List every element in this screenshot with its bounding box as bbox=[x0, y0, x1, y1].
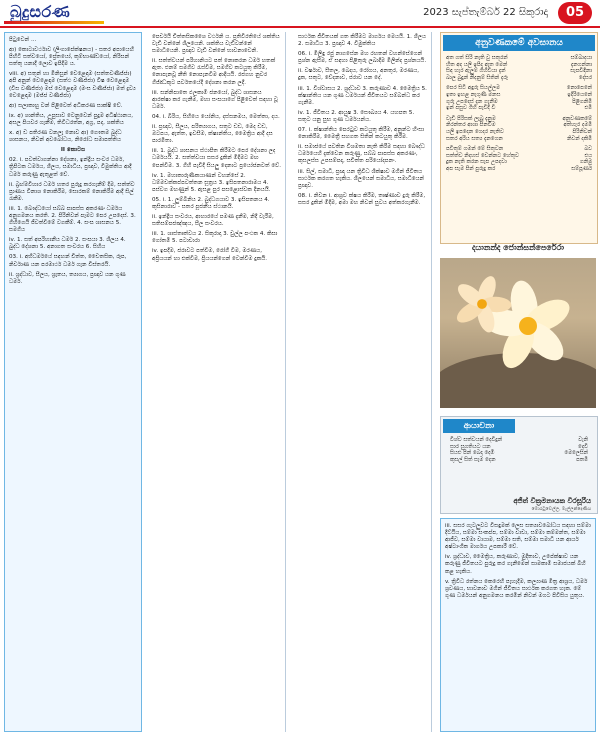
paragraph: iii. සිල්, සමාධි, ප්‍රඥා යන ත්‍රිවිධ ශික්ෂාව මගින් ජීවිතය සාර්ථක කරගත හැකිය. ශීලයෙන් සමාධිය, සමාධියෙන් ප්‍රඥාව. bbox=[298, 168, 425, 189]
poem-line-end: සැපවිඳිනා bbox=[570, 68, 592, 75]
poem-author-2: අජිත් වික්‍රමනායක වීරසූරිය bbox=[513, 497, 591, 505]
paragraph: ii. සත්ත්වයන් පරිහානියට පත් නොකරන ධර්ම හතක් ඇත. එනම් සමගිව රැස්වීම, සමගිව කටයුතු කිරීම, නොපැනවූ නීති නොපැනවීම ආදියයි. රජගහ නුවර ගිජ්ඣකූට පර්වතයේදී දේශනා කරන ලදී. bbox=[152, 58, 276, 86]
paragraph: ii. ශ්‍රද්ධාව, සීලය, ශ්‍රැතය, ත්‍යාගය, ප්‍රඥාව යන ගුණ ධර්ම. bbox=[9, 271, 126, 285]
issue-date: 2023 සැප්තැම්බර් 22 සිකුරාදා bbox=[423, 7, 548, 18]
poem-box bbox=[440, 32, 598, 244]
paragraph: iv. ඉපදීම, ජරාවට පත්වීම, රෝගී වීම, මරණය, අප්‍රියයන් හා එක්වීම, ප්‍රියයන්ගෙන් වෙන්වීම දුකයි. bbox=[152, 248, 268, 262]
paragraph: viii. අ) සතුන් හා මිනිසුන් වෙළෙඳාම (සත්තවණිජ්ජා) අපි අනුන් වෙළෙඳාම (සත්ථ වණිජ්ජා) විෂ වෙළෙඳාම (විස වණිජ්ජා) මස් වෙළෙඳාම (මංස වණිජ්ජා) මත් ද්‍රව්‍ය වෙළෙඳාම (මජ්ජ වණිජ්ජා) bbox=[9, 71, 136, 99]
poem-line-text: අප සැම පින් පුරුදු කර bbox=[446, 165, 496, 172]
poem-author-place: මොරටුවෙල්ල, මැල්ලන්දෙණිය bbox=[531, 507, 591, 512]
poem-line-end: සම්බාදයා bbox=[570, 55, 592, 61]
poem-line-text: සිඳ හැර ඇලුම් ගිහිවියා දැන් bbox=[446, 68, 506, 75]
poem-line-text: ගුරු උපදෙස් දැන ගැනීම bbox=[446, 98, 498, 105]
poem-line bbox=[441, 92, 597, 99]
paragraph: iii. 1. බෞද්ධයෝ සබ්බ පාපස්ස අකරණං ධර්මය අනුගමනය කරති. 2. පිරිනිවන් පෑමට පෙර උපදෙස්. 3. ගිහිගෙයි ජීවත්වීමේ වගකීම්. 4. සංඝ ශාසනය 5. සමගිය bbox=[9, 205, 136, 234]
column-1 bbox=[4, 32, 142, 732]
logo bbox=[4, 2, 104, 24]
paragraph: ii. වර්ෂාව, සීතල, ඛෙදය, රෝගය, අනතුර, මරණය, දුක, සතුට, වේදනාව, ජරාව යන දේ. bbox=[298, 68, 420, 82]
paragraph: ix. අ) ශාන්තිය, උපුසාව වෙනුවෙන් පුදුම අධිෂ්ඨානය, අසල පියවර ගැනීම, තිවිධරත්න, අග්‍ර, පද, ශක්තිය bbox=[9, 112, 133, 126]
paragraph: ii. බ්‍රහ්මවිහාර ධර්ම හතර පුරුදු කරගැනීම් දීම, සත්ත්ව ප්‍රාණය විනාශ නොකිරීම, සොරකම් නොකිරීම ආදී සිල් රැකීම. bbox=[9, 181, 135, 202]
poem-line-end: නිවන් දකිමි bbox=[567, 135, 592, 142]
frangipani-photo bbox=[440, 258, 596, 408]
paragraph: iii. 1. බුද්ධ ශාසනය ස්ථාපිත කිරීමට පෙර දේශනා ලද ධර්මයයි. 2. සත්ත්වයා සසර දුකින් මිදීමට මඟ පෙන්වීම. 3. ගිහි පැවිදි සියලු දෙනාට ප්‍රයෝජනවත් වේ. bbox=[152, 148, 281, 169]
masthead-rule bbox=[0, 26, 600, 28]
paragraph: 08. i. නිවන i. ආශ්‍රව ක්ෂය කිරීම, තෘෂ්ණාව දුරු කිරීම, සසර දුකින් මිදීම, අමා මහ නිවන් සුවය අත්කරගැනීම. bbox=[298, 192, 426, 206]
poem-author: දයානන්ද ජොන්සන්පෙරේරා bbox=[471, 243, 565, 252]
paragraph: iv. ශ්‍රද්ධාව, මෛත්‍රිය, කරුණාව, මුදිතාව, උපේක්ෂාව යන කරුණු ජීවිතයට පුරුදු කර ගැනීමෙන් සාමකාමී සමාජයක් බිහි කළ හැකිය. bbox=[445, 554, 586, 575]
poem-line bbox=[445, 450, 593, 457]
paragraph: v. ත්‍රිවිධ රත්නය කෙරෙහි පැහැදීම, කල්‍යාණ මිත්‍ර ආශ්‍රය, ධර්ම ශ්‍රවණය, භාවනාව මගින් ජීවිතය සාර්ථක කරගත හැක. මේ ගුණ ධර්මයන් අනුගමනය කරමින් නිවන් මගට පිවිසිය යුතුය. bbox=[445, 578, 588, 599]
poem-line-text: ඉතා ඉහළ නැගුණි මනස bbox=[446, 91, 501, 98]
poem-line-end: දෙවි bbox=[578, 443, 588, 450]
poem-line-end: පිළිගනිමි bbox=[572, 98, 592, 105]
column-2 bbox=[148, 32, 286, 732]
paragraph: iv. 1. සත් අපරිහානීය ධර්ම 2. සංඝයා 3. ශීලය 4. බුද්ධ දේශනා 5. අනාගත සංවරය 6. සිහිය bbox=[9, 237, 126, 251]
section-heading: II කොටස bbox=[60, 147, 86, 154]
poem-line-text: වැඩි පිරිසක් ලැබූ දැනුම bbox=[446, 115, 496, 122]
paragraph: x. අ) ඩ පතිරණ වනලැ නොව ආ) ගෞතම බුද්ධ ශාසනය, නිවන් අවබෝධය, නිරෝධ සමාපත්තිය bbox=[9, 130, 122, 144]
poem-line-text: සතර අරිය සත්‍ය දැනගෙන bbox=[446, 135, 503, 142]
paragraph: 07. i. ක්ෂාන්තිය පෙරටුව කටයුතු කිරීම, අනුන්ට හිංසා නොකිරීම, මෛත්‍රී සහගත සිතින් කටයුතු කිරීම. bbox=[298, 127, 425, 141]
poem-line bbox=[441, 136, 597, 143]
poem-line-end: අත්හැර දමමි bbox=[563, 122, 592, 129]
paragraph: ii. ඉන්ද්‍රිය සංවරය, ආහාරයේ පමණ දැනීම, නිදි වැරීම, සතිසම්පජඤ්ඤය, සීල සංවරය. bbox=[152, 214, 274, 228]
poem-line-text: දුක නැති කරන සැප උපදවා bbox=[446, 159, 507, 166]
poem-line bbox=[441, 105, 597, 112]
poem-line-text: සාර සුගතියට යන bbox=[450, 443, 491, 450]
paragraph: පෙර්චයි චිත්තසිකශෛ වර්ථනි ය. ප්‍රතිවිරතියේ ශක්තිය වැඩි වන්නේ ශීලයෙනි. ශක්තිය වැඩිවන්නේ සමාධියෙනි. ප්‍රඥාව වැඩි වන්නේ භාවනාවෙනි. bbox=[152, 34, 280, 55]
poem-line-end: පිරිනිවන් bbox=[572, 128, 592, 135]
paragraph: 06. i. මිලිඳු රජු නාගසේන මහ රහතන් වහන්සේගෙන් ප්‍රශ්න ඇසීම, ඒ සඳහා පිළිතුරු ලබාදීම මිලින්ද ප්‍රශ්නයයි. bbox=[298, 51, 427, 65]
poem-line-end: අනුවණකමේ bbox=[562, 115, 592, 122]
poem-body bbox=[441, 55, 597, 177]
poem-title-2: ආයාචනා bbox=[443, 419, 515, 433]
poem-line-end: එය bbox=[584, 152, 592, 159]
masthead bbox=[0, 0, 600, 26]
poem-line bbox=[441, 75, 597, 82]
paragraph: 03. i. අභිධර්මයේ සඳහන් චිත්ත, චෛතසික, රූප, නිර්වාණ යන පරමාර්ථ ධර්ම ගැන විස්තරයි. bbox=[9, 254, 127, 268]
poem-line bbox=[441, 159, 597, 166]
paragraph: 04. i. බිරිය, සිහියෙ යෝනිය, දස්සනමය, මෙත්තා, දය. bbox=[152, 113, 280, 120]
paragraph: iii. 1. විශ්වාසය 2. ශ්‍රද්ධාව 3. කරුණාව 4. මෛත්‍රිය 5. ක්ෂාන්තිය යන ගුණ ධර්මයන් ජීවිතයට සම්බන්ධ කර ගැනීම. bbox=[298, 85, 427, 106]
poem-line bbox=[441, 166, 597, 173]
poem-line bbox=[441, 129, 597, 136]
poem-body-2 bbox=[445, 437, 593, 463]
poem-line-text: කුසල් සිත් සැම දෙන bbox=[450, 456, 496, 463]
paragraph: iii. 1. ශාස්තෘත්වය 2. සිකුරාදා 3. චුල්ල පංථක 4. කිසා ගෝතමී 5. පටාචාරා bbox=[152, 231, 278, 245]
poem-line-text: සත්ත්ව නිදහස් වෙන්නට හේතුව bbox=[446, 152, 519, 159]
poem-title: අනුවණකමේ අවසානය bbox=[443, 35, 595, 51]
poem-line-text: පවිතුම් ගමන් මේ සිතුවන bbox=[446, 146, 504, 153]
poem-line bbox=[441, 68, 597, 75]
paragraph: iii. සසර ගැටලුවට විසඳුමක් ලෙස සත්‍යාවබෝධය සඳහා සම්මා දිට්ඨිය, සම්මා සංකප්ප, සම්මා වාචා, සම්මා කම්මන්ත, සම්මා ආජීව, සම්මා වායාම, සම්මා සති, සම්මා සමාධි යන ආර්ය අෂ්ටාංගික මාර්ගය උපකාරී වේ. bbox=[445, 523, 591, 551]
poem-line bbox=[445, 457, 593, 464]
poem-line-text: සියළු පින් බෙදා දෙමි bbox=[450, 450, 495, 457]
poem-line-text: නිරන්තර ආශා පිනවීම bbox=[446, 122, 496, 129]
poem-line-end: ගනිමු bbox=[579, 159, 592, 166]
poem-line-text: අත ගත් සිරි නැති වු සතුරන් bbox=[446, 55, 508, 61]
poem-line bbox=[441, 122, 597, 129]
poem-line-end: දැනගන්නා bbox=[570, 61, 592, 68]
poem-line bbox=[441, 55, 597, 62]
poem-line-text: හිත අද යලි ඉපිද ඇත මෙන් bbox=[446, 61, 508, 68]
column-4-text bbox=[440, 518, 596, 732]
poem-line bbox=[441, 85, 597, 92]
paragraph: පිටුවෙන් ... bbox=[9, 37, 37, 43]
column-3 bbox=[294, 32, 432, 732]
paragraph: ආ) කොටාවර්ථාව (ලිංගාපේක්ෂනය) - සතර අපායෙහි පිහිටි සත්වයෝ, ප්‍රේතයෝ, කුම්භාණ්ඩයෝ, නිරිසන් සත්තු යනාදී ලොව ඉපිදීම ය. bbox=[9, 47, 134, 68]
poem-line-end: පතමි bbox=[576, 456, 588, 463]
poem-line-end: සම්පූර්ණ bbox=[571, 165, 592, 172]
poem-line-end: මෙලෙසින් bbox=[564, 450, 588, 457]
flower-icon bbox=[440, 258, 596, 408]
paragraph: 05. i. 1. ලුම්බිනිය 2. බුද්ධගයාව 3. ඉසිපතනය 4. කුසිනාරාව - සතර පූජනීය ස්ථානයි. bbox=[152, 196, 270, 210]
paragraph: iv. 1. ජීවිතය 2. ආයුෂ 3. සෞඛ්‍යය 4. යහපත 5. සතුට යනු සුභ ගුණ ධර්මයන්ය. bbox=[298, 109, 415, 123]
paragraph: සාර්ථක ජීවිතයක් ගත කිරීමට මාර්ගය මෙයයි. 1. ශීලය 2. සමාධිය 3. ප්‍රඥාව 4. විමුක්තිය bbox=[298, 34, 426, 48]
poem-line-end: බව bbox=[584, 146, 592, 153]
poem-line-text: විශ්ව සත්වයන් දෙවිදුන් bbox=[450, 437, 503, 443]
paragraph: ආ) සලාකාහු වන් පිළිවෙත් අධිකරණ සාක්ෂි වේ. bbox=[9, 102, 123, 109]
poem-line-text: බාල බුදුන් නිදනුම් සිතින් දැරූ bbox=[446, 74, 508, 81]
poem-line-end: දෝසර bbox=[578, 74, 592, 81]
poem-line-text: ඉන් පසුව ගිහි පැවිදි වී bbox=[446, 105, 496, 112]
poem-line-end: වැනි bbox=[578, 437, 588, 443]
poem-line-end: ඉදිරියෙනේ bbox=[567, 91, 592, 98]
paragraph: ii. ප්‍රඥාව, සීලය, පරිත්‍යාගය, සතුට ඩඩ, මෙද ඩඩ, ඔටපය, ඇත්ත, ඉවසීම, ක්ෂාන්තිය, මෛත්‍රිය ආදී දස පාරමිතා. bbox=[152, 124, 273, 145]
poem-box-2 bbox=[440, 416, 598, 514]
logo-text: බුදුසරණ bbox=[10, 2, 71, 21]
poem-line-text: යලි ඉපදෙන ගෙදර නැතිව bbox=[446, 128, 504, 135]
poem-line bbox=[441, 146, 597, 153]
poem-line-end: එමි bbox=[584, 105, 592, 112]
page-number-badge: 05 bbox=[558, 2, 592, 24]
logo-underline bbox=[4, 21, 104, 24]
paragraph: ii. සමාජයේ පවතින විශමතා නැති කිරීම සඳහා බෞද්ධ ධර්මයෙහි දැක්වෙන කරුණු, සබ්බ පාපස්ස අකරණං, කුසලස්ස උපසම්පදා, සචිත්ත පරියෝදපනං. bbox=[298, 144, 425, 165]
paragraph: 02. i. පවත්වාගන්නා දේශනා, ඉන්ද්‍රිය සංවර ධර්ම, ත්‍රිපිටක ධර්මය, ශීලය, සමාධිය, ප්‍රඥාව, විමුක්තිය ආදී ධර්ම කරුණු ඇතුළත් වේ. bbox=[9, 157, 132, 178]
poem-line bbox=[445, 437, 593, 444]
paragraph: iv. 1. මහාකාරුණිකයාණන් වහන්සේ 2. ධම්මචක්කප්පවත්තන සූත්‍රය 3. ඉසිපතනාරාමය 4. පස්වග මහණුන් 5. ඇසළ පුර පසළොස්වක දිනයයි. bbox=[152, 172, 271, 193]
poem-line-end: නොපෙනේ bbox=[566, 85, 592, 92]
poem-line-text: පෙර සිටි අඳුරු සියල්ලම bbox=[446, 85, 500, 92]
paragraph: iii. සන්නිපාතෙ ඵලකාමී ජනයෝ, බුද්ධ ශාසනය ආරක්ෂා කර ගැනීම, මහා සංඝයාගේ පිළිවෙත් සඳහා වූ ධර්ම. bbox=[152, 89, 278, 110]
